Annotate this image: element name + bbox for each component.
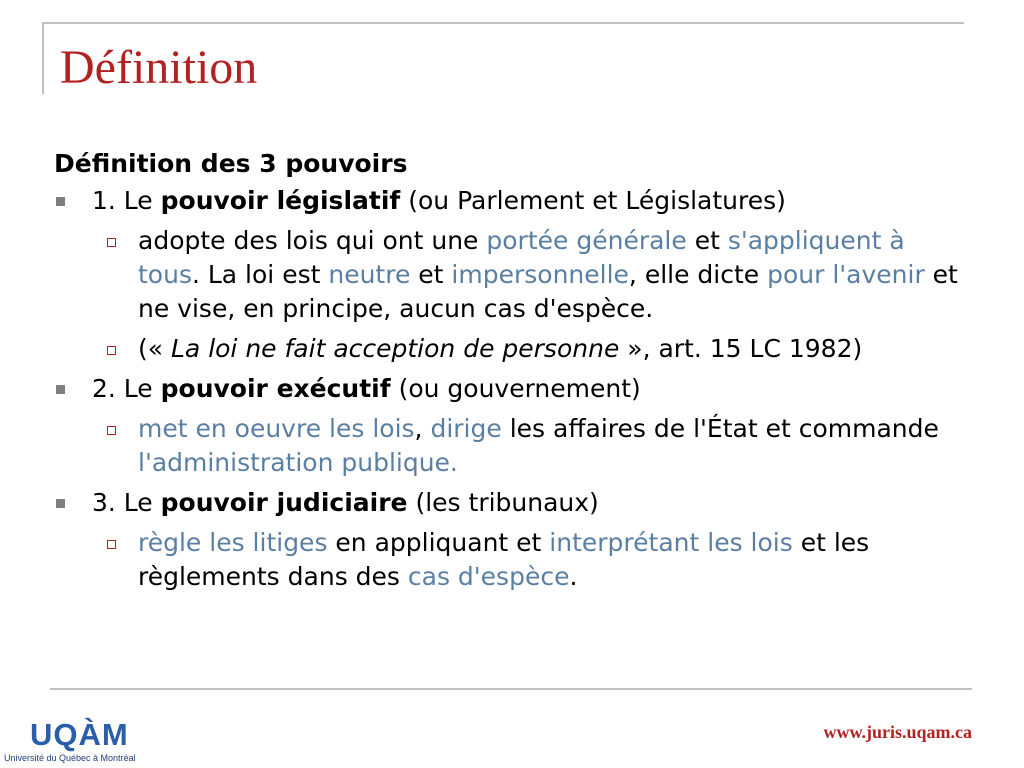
item-prefix: 1. Le [92, 186, 161, 215]
text-run: en appliquant et [327, 528, 550, 557]
text-run: et [410, 260, 452, 289]
highlight-text: interprétant les lois [549, 528, 793, 557]
bottom-rule [50, 688, 972, 690]
uqam-logo [2, 718, 152, 768]
text-run: les affaires de l'État et commande [501, 414, 939, 443]
item-suffix: (ou gouvernement) [390, 374, 641, 403]
highlight-text: impersonnelle [451, 260, 629, 289]
quote-text: La loi ne fait acception de personne [171, 334, 620, 363]
square-bullet-icon [56, 197, 65, 206]
hollow-square-bullet-icon [107, 540, 116, 549]
logo-wordmark: UQÀM [30, 717, 129, 752]
list-item-legislatif [54, 184, 984, 218]
item-term: pouvoir exécutif [160, 374, 391, 403]
text-run: (« [138, 334, 171, 363]
text-run: , [414, 414, 431, 443]
sub-item [138, 412, 968, 480]
item-suffix: (ou Parlement et Législatures) [400, 186, 786, 215]
item-prefix: 3. Le [92, 488, 161, 517]
hollow-square-bullet-icon [107, 346, 116, 355]
text-run: et [686, 226, 728, 255]
text-run: . La loi est [191, 260, 329, 289]
item-term: pouvoir judiciaire [160, 488, 408, 517]
text-run: et les règlements dans des [138, 528, 870, 591]
list-item-executif [54, 372, 984, 406]
highlight-text: s'appliquent à tous [138, 226, 905, 289]
logo-subtitle: Université du Québec à Montréal [4, 753, 136, 763]
item-prefix: 2. Le [92, 374, 161, 403]
highlight-text: règle les litiges [138, 528, 328, 557]
list-item-judiciaire [54, 486, 984, 520]
hollow-square-bullet-icon [107, 426, 116, 435]
text-run: et ne vise, en principe, aucun cas d'espèce. [138, 260, 958, 323]
highlight-text: neutre [328, 260, 411, 289]
text-run: adopte des lois qui ont une [138, 226, 487, 255]
square-bullet-icon [56, 385, 65, 394]
item-suffix: (les tribunaux) [407, 488, 599, 517]
sub-item [138, 224, 968, 326]
text-run: . [569, 562, 578, 591]
left-rule [42, 22, 44, 94]
highlight-text: l'administration publique. [138, 448, 458, 477]
top-rule [42, 22, 964, 24]
text-run: , elle dicte [628, 260, 768, 289]
sub-item [138, 332, 968, 366]
sub-item [138, 526, 968, 594]
highlight-text: cas d'espèce [407, 562, 570, 591]
highlight-text: met en oeuvre les lois [138, 414, 415, 443]
subheading: Définition des 3 pouvoirs [54, 149, 408, 178]
highlight-text: portée générale [486, 226, 687, 255]
text-run: », art. 15 LC 1982) [619, 334, 863, 363]
highlight-text: dirige [430, 414, 502, 443]
slide-content [54, 146, 984, 600]
hollow-square-bullet-icon [107, 238, 116, 247]
square-bullet-icon [56, 499, 65, 508]
slide-title: Définition [60, 41, 258, 94]
footer-url: www.juris.uqam.ca [823, 722, 972, 742]
highlight-text: pour l'avenir [767, 260, 925, 289]
item-term: pouvoir législatif [160, 186, 401, 215]
